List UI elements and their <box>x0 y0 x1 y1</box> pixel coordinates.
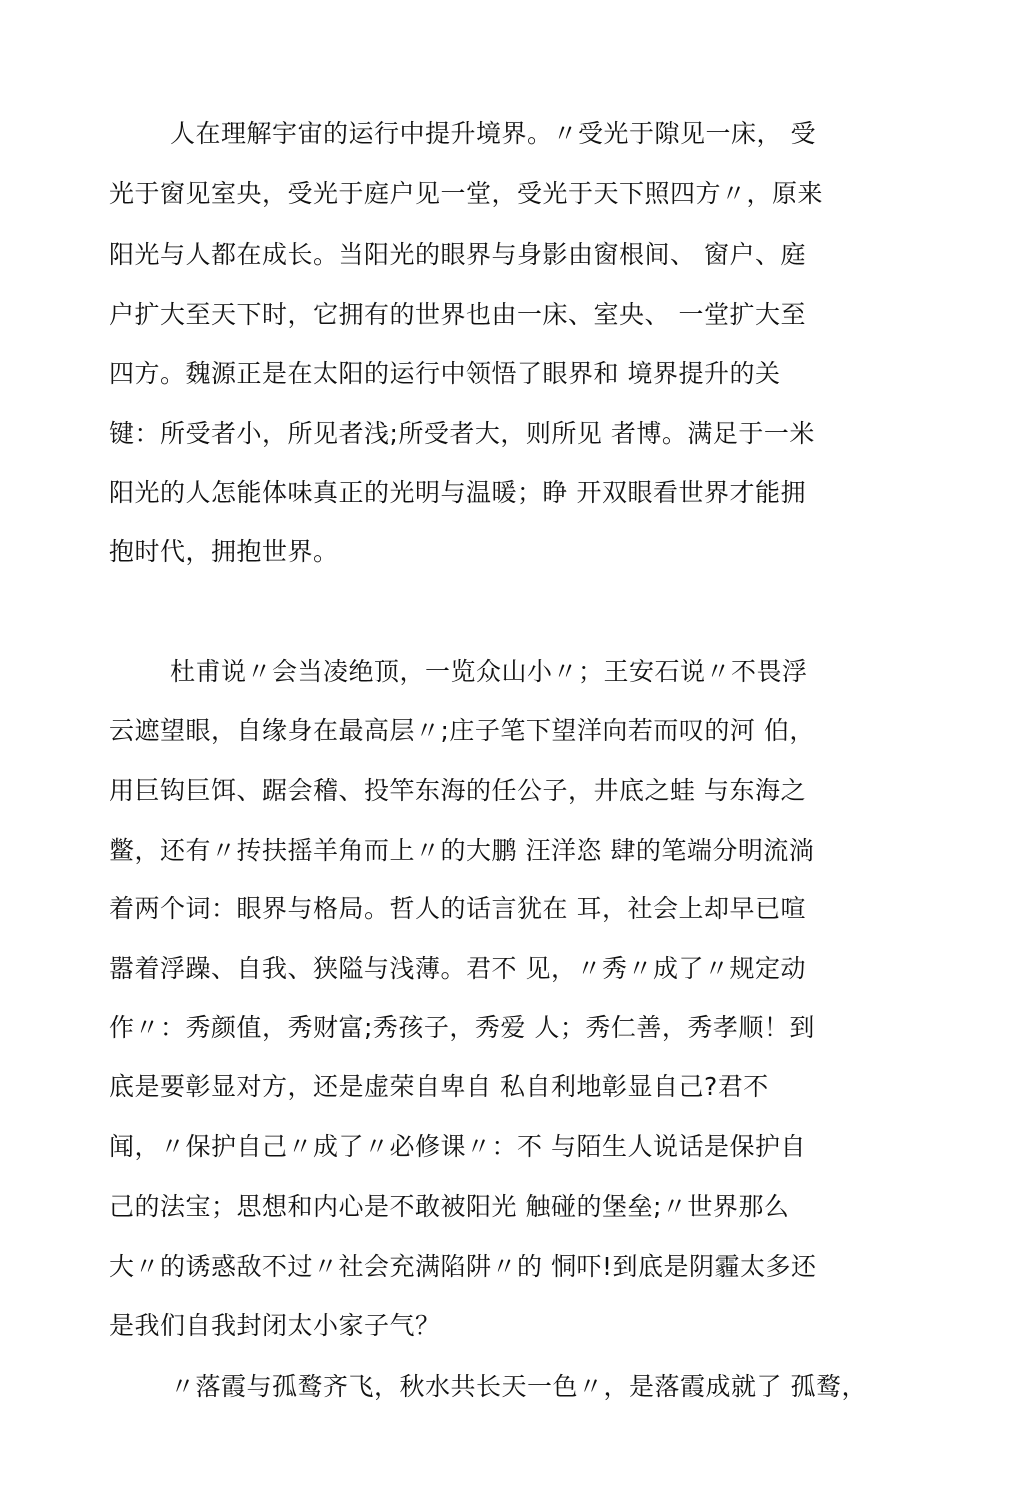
text-line: 〃落霞与孤鹜齐飞，秋水共长天一色〃，是落霞成就了 孤鹜， <box>170 1372 867 1401</box>
text-line: 人在理解宇宙的运行中提升境界。〃受光于隙见一床， 受 <box>170 119 816 148</box>
text-line: 大〃的诱惑敌不过〃社会充满陷阱〃的 恫吓!到底是阴霾太多还 <box>109 1252 817 1281</box>
text-line: 底是要彰显对方，还是虚荣自卑自 私自利地彰显自己?君不 <box>109 1072 769 1101</box>
text-line: 云遮望眼，自缘身在最高层〃;庄子笔下望洋向若而叹的河 伯， <box>109 716 815 745</box>
text-line: 户扩大至天下时，它拥有的世界也由一床、室央、 一堂扩大至 <box>109 300 806 329</box>
text-line: 是我们自我封闭太小家子气？ <box>109 1311 441 1340</box>
text-line: 用巨钩巨饵、踞会稽、投竿东海的任公子，井底之蛙 与东海之 <box>109 776 806 805</box>
text-line: 作〃：秀颜值，秀财富;秀孩子，秀爱 人；秀仁善，秀孝顺！到 <box>109 1013 815 1042</box>
text-line: 键：所受者小，所见者浅;所受者大，则所见 者博。满足于一米 <box>109 419 815 448</box>
text-line: 着两个词：眼界与格局。哲人的话言犹在 耳，社会上却早已喧 <box>109 894 806 923</box>
text-line: 抱时代，拥抱世界。 <box>109 537 339 566</box>
text-line: 鳖，还有〃抟扶摇羊角而上〃的大鹏 汪洋恣 肆的笔端分明流淌 <box>109 836 815 865</box>
text-line: 杜甫说〃会当凌绝顶，一览众山小〃；王安石说〃不畏浮 <box>170 657 808 686</box>
text-line: 己的法宝；思想和内心是不敢被阳光 触碰的堡垒;〃世界那么 <box>109 1192 790 1221</box>
text-line: 嚣着浮躁、自我、狭隘与浅薄。君不 见，〃秀〃成了〃规定动 <box>109 954 806 983</box>
text-line: 阳光的人怎能体味真正的光明与温暖；睁 开双眼看世界才能拥 <box>109 478 806 507</box>
text-line: 闻，〃保护自己〃成了〃必修课〃：不 与陌生人说话是保护自 <box>109 1132 806 1161</box>
text-line: 光于窗见室央，受光于庭户见一堂，受光于天下照四方〃，原来 <box>109 179 824 208</box>
text-line: 阳光与人都在成长。当阳光的眼界与身影由窗根间、 窗户、庭 <box>109 240 806 269</box>
text-line: 四方。魏源正是在太阳的运行中领悟了眼界和 境界提升的关 <box>109 359 781 388</box>
